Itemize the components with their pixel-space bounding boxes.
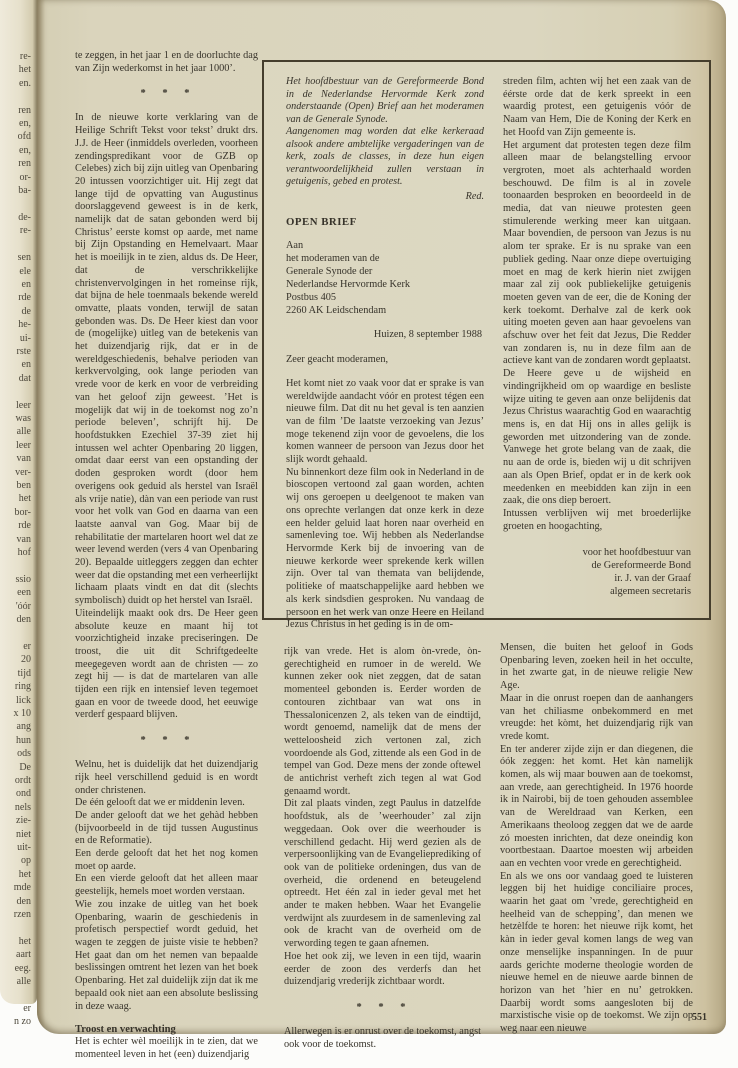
right-column-lower (500, 642, 693, 1036)
editorial-signoff: Red. (465, 190, 484, 202)
page-number: 551 (692, 1012, 707, 1023)
signature-line: algemeen secretaris (610, 586, 691, 598)
article-paragraph: Maar in die onrust roepen dan de aanhangers van het chiliasme onbekommerd en met vreugde: het kòmt, het duizendjarig rijk van vrede komt. (500, 692, 693, 742)
facing-page-edge (0, 0, 37, 1028)
address-line: Nederlandse Hervormde Kerk (286, 278, 411, 290)
article-paragraph: Welnu, het is duidelijk dat het duizendjarig rijk heel verschillend geduid is en wordt onder christenen. (75, 759, 258, 796)
letter-paragraph: Het komt niet zo vaak voor dat er sprake is van wereldwijde aandacht vóór en protest tégen een nieuwe film. Dat dit nu het geval is ten aanzien van de film ’De laatste verzoeking van Jezus’ moge tekenend zijn voor de gevoelens, die los komen wanneer de persoon van Jezus door het slijk wordt gehaald. (286, 377, 484, 466)
open-brief-box (262, 60, 711, 631)
address-line: 2260 AK Leidschendam (286, 304, 387, 316)
editorial-note (286, 76, 484, 203)
article-heading: Troost en verwachting (75, 1024, 176, 1036)
article-paragraph: Het is echter wèl moeilijk in te zien, dat we momenteel leven in het (een) duizendjarig (75, 1036, 258, 1060)
address-block (286, 240, 484, 317)
article-paragraph: En een vierde gelooft dat het alleen maar geestelijk, hemels moet worden verstaan. (75, 873, 258, 898)
article-paragraph: In de nieuwe korte verklaring van de Heilige Schrift Tekst voor tekst’ drukt drs. J.J. de Heer (inmiddels overleden, voorheen zendingspredikant voor de GZB op Celebes) zich bij zijn uitleg van Openbaring 20 intussen voorzichtiger uit. Hij zegt dat lange tijd de opvatting van Augustinus doorslaggevend geweest is in de kerk, namelijk dat de satan gebonden werd bij Christus’ eerste komst op aarde, met name bij Zijn Opstanding en Hemelvaart. Maar het is moeilijk in te zien, aldus ds. De Heer, dat de verschrikkelijke christenvervolgingen in het romeinse rijk, dat bijna de hele toenmaals bekende wereld omvatte, plaats vonden, terwijl de satan gebonden was. Ds. De Heer kiest dan voor de (mogelijke) uitleg van de betekenis van het duizendjarig rijk, dat er in de wereldgeschiedenis, behalve perioden van kerkvervolging, ook lange perioden van vrede voor de kerk en voor de verbreiding van het geloof zijn geweest. ’Het is mogelijk dat wij in de toekomst nog zo’n periode beleven’, schrijft hij. De hoofdstukken Ezechiel 37-39 ziet hij intussen wel achter Openbaring 20 liggen, omdat daar eerst van een opstanding der doden gesproken wordt (door hem overigens ook geduid als herstel van Israël als vrije natie), dàn van een periode van rust voor het volk van God en daarna van een laatste aanval van Gog. Maar bij de rehabilitatie der martelaren hoort wel dat ze weer levend werden (vers 4 van Openbaring 20). Bepaalde uitleggers zeggen dan echter weer dat die opstanding met een verheerlijkt lichaam plaats vindt en dat dit (slechts symbolisch) duidt op het herstel van Israël. (75, 112, 258, 607)
open-brief-title: OPEN BRIEF (286, 216, 357, 228)
dateline: Huizen, 8 september 1988 (373, 329, 482, 341)
signature-line: ir. J. van der Graaf (614, 573, 691, 585)
gutter-text-fragments: re- het en. ren en, ofd en, ren or- ba- de- re- sen ele en rde de he- ui- rste en dat leer was alle leer van ver- ben het bor- rde van hof ssio een 'óór den er 20 tijd ring lick x 10 ang hun ods De ordt ond nels zie- niet uit- op het mde den rzen het aart eeg. alle er n zo (13, 51, 31, 1028)
signature-block (503, 546, 691, 598)
address-line: Generale Synode der (286, 265, 373, 277)
article-paragraph: Een derde gelooft dat het het nog komen moet op aarde. (75, 848, 258, 872)
article-paragraph: Allerwegen is er onrust over de toekomst, angst ook voor de toekomst. (284, 1025, 481, 1050)
article-paragraph: te zeggen, in het jaar 1 en de doorluchte dag van Zijn wederkomst in het jaar 1000’. (75, 50, 258, 74)
editorial-paragraph: Het hoofdbestuur van de Gereformeerde Bond in de Nederlandse Hervormde Kerk zond onderstaande (Open) Brief aan het moderamen van de Generale Synode. (286, 76, 484, 125)
address-line: het moderamen van de (286, 252, 380, 264)
section-separator: * * * (356, 1001, 413, 1013)
letter-paragraph: Intussen verblijven wij met broederlijke groeten en hoogachting, (503, 507, 691, 532)
address-line: Aan (286, 240, 304, 251)
letter-paragraph: Het argument dat protesten tegen deze film alleen maar de belangstelling ervoor vergroten, moet als achterhaald worden beschouwd. De film is al in zovele toonaarden besproken en beoordeeld in de media, dat van nieuwe protesten geen stimulerende werking meer kan uitgaan. Maar bovendien, de persoon van Jezus is nu alom ter sprake. Er is nu sprake van een publiek geding. Naar onze diepe overtuiging moet en mag de kerk hierin niet zwijgen maar zal zij ook publiekelijke getuigenis moeten geven van de eer, die de Koning der kerk toekomt. Derhalve zal de kerk ook uiting moeten geven aan haar gevoelens van afschuw over het feit dat Jezus, Die Redder van zondaren is, nu in deze film aan de actieve kant van de zondaren wordt geplaatst. (503, 139, 691, 367)
letter-paragraph: De Heere geve u de wijsheid en vindingrijkheid om op waardige en besliste wijze uiting te geven aan onze belijdenis dat Jezus Christus waarachtig God en waarachtig mens is, en dat Hij ons in alles gelijk is geworden met uitzondering van de zonde. Vanwege het grote belang van de zaak, die nu aan de orde is, bieden wij u dit schrijven aan als Open Brief, opdat er in de kerk ook meedenken en meebidden kan zijn in een zaak, die ons diep beroert. (503, 368, 691, 507)
article-paragraph: Mensen, die buiten het geloof in Gods Openbaring leven, zoeken heil in het occulte, in het zwarte gat, in de nieuwe religie New Age. (500, 642, 693, 692)
open-brief-left-column (286, 76, 484, 632)
signature-line: voor het hoofdbestuur van (582, 547, 691, 559)
article-paragraph: De één gelooft dat we er middenin leven. (75, 797, 245, 809)
article-paragraph: En als we ons oor vandaag goed te luisteren leggen bij het huidige conciliaire proces, waarin het gaat om ’vrede, gerechtigheid en heelheid van de schepping’, dan menen we hetzèlfde te horen: het nieuwe rijk komt, het kàn in ieder geval komen langs de weg van onze menselijke inspanningen. In de puur aards gerichte moderne theologie worden de nieuwe hemel en de nieuwe aarde binnen de horizon van het ’hier en nu’ getrokken. Daarbij wordt soms aangesloten bij de marxistische visie op de toekomst. We zijn op weg naar een nieuwe (500, 870, 693, 1035)
article-paragraph: De ander gelooft dat we het gehàd hebben (bijvoorbeeld in de tijd tussen Augustinus en de Reformatie). (75, 809, 258, 847)
letter-paragraph: Nu binnenkort deze film ook in Nederland in de bioscopen vertoond zal gaan worden, achten wij ons geroepen u deelgenoot te maken van ons oprechte verlangen dat onze kerk in deze een helder geluid laat horen naar overheid en samenleving toe. Wij hebben als Nederlandse Hervormde Kerk bij de invoering van de nieuwe kerkorde weer sprekende kerk willen zijn. Over tal van themata van belijdende, politieke of maatschappelijke aard hebben we als kerk sindsdien gesproken. Nu vandaag de persoon en het werk van onze Heere en Heiland Jezus Christus in het geding is in de om- (286, 466, 484, 631)
left-column (75, 50, 258, 1062)
editorial-paragraph: Aangenomen mag worden dat elke kerkeraad alsook andere ambtelijke vergaderingen van de kerk, zoals de classes, in deze hun eigen verantwoordelijkheid zullen verstaan in getuigenis, gebed en protest. (286, 126, 484, 187)
article-paragraph: rijk van vrede. Het is alom òn-vrede, òn-gerechtigheid en rumoer in de wereld. We kunnen zeker ook niet zeggen, dat de satan momenteel gebonden is. Eerder worden de contouren zichtbaar van wat ons in Thessalonicenzen 2, als teken van de eindtijd, wordt genoemd, namelijk dat de mens der wetteloosheid zich vertonen zal, zich voordoende als God, zittende als een God in de tempel van God. Deze mens der zonde oftewel de antichrist verheft zich tegen al wat God genaamd wordt. (284, 646, 481, 797)
salutation: Zeer geacht moderamen, (286, 354, 389, 366)
address-line: Postbus 405 (286, 291, 337, 303)
section-separator: * * * (140, 88, 197, 100)
article-paragraph: Wie zou inzake de uitleg van het boek Openbaring, waarin de geschiedenis in profetisch perspectief wordt geduid, het wagen te zeggen de juiste visie te hebben? Het gaat dan om het nemen van bepaalde beslissingen omtrent het lezen van het boek Openbaring. Het zal duidelijk zijn dat ik me bepaald ook niet aan een absolute beslissing in deze waag. (75, 898, 258, 1012)
open-brief-right-column (503, 76, 691, 598)
article-paragraph: En ter anderer zijde zijn er dan diegenen, die óók zeggen: het komt. Het kàn namelijk komen, als wij maar bouwen aan de toekomst, aan vrede, aan gerechtigheid. In 1976 hoorde ik in Nairobi, bij de toen gehouden assemblee van de Wereldraad van Kerken, een Amerikaans theoloog zeggen dat we de aarde zó moesten inrichten, dat deze oneindig kon voortbestaan. Daartoe moesten wij arbeiden aan en vechten voor vrede en gerechtigheid. (500, 743, 693, 869)
article-paragraph: Hoe het ook zij, we leven in een tijd, waarin eerder de zoon des verderfs dan het duizendjarig vrederijk zichtbaar wordt. (284, 950, 481, 988)
letter-paragraph: streden film, achten wij het een zaak van de éérste orde dat de kerk spreekt in een waardig protest, een getuigenis vóór de Naam van Hem, Die de Koning der Kerk en het Hoofd van Zijn gemeente is. (503, 76, 691, 138)
section-separator: * * * (140, 735, 197, 747)
scanned-page (37, 0, 726, 1060)
article-paragraph: Dit zal plaats vinden, zegt Paulus in datzelfde hoofdstuk, als de ’weerhouder’ zal zijn weggedaan. Ook over die weerhouder is verschillend gedacht. Hij werd gezien als de verpersoonlijking van de Evangelieprediking of ook van de politieke ordeningen, dus van de overheid, die ordenend en beteugelend optreedt. Het één zal in ieder geval met het ander te maken hebben. Waar het Evangelie verdwijnt als zuurdesem in de samenleving zal ook de kracht van de overheid om de verwording tegen te gaan afnemen. (284, 798, 481, 950)
article-paragraph: Uiteindelijk maakt ook drs. De Heer geen absolute keuze en maant hij tot voorzichtigheid inzake preciseringen. De troost, die uit dit Schriftgedeelte meegegeven wordt aan de christen — zo zegt hij — is dat de martelaren van alle tijden een rijk en intensief leven tegemoet gaan en voor de tweede dood, het eeuwige verderf gespaard blijven. (75, 607, 258, 721)
middle-column-lower (284, 646, 481, 1051)
signature-line: de Gereformeerde Bond (591, 560, 691, 572)
